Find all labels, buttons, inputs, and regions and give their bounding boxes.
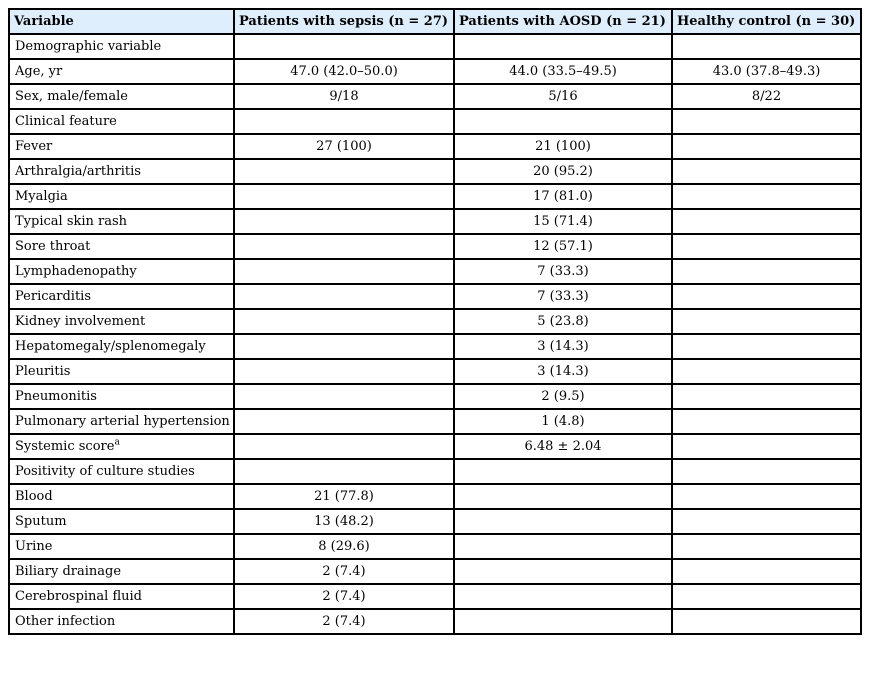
- variable-cell: [9, 409, 234, 434]
- sepsis-cell: [234, 459, 454, 484]
- sepsis-cell: [234, 109, 454, 134]
- sepsis-cell: [234, 34, 454, 59]
- variable-label: Myalgia: [15, 189, 68, 204]
- healthy-control-cell: 43.0 (37.8–49.3): [672, 59, 861, 84]
- variable-label: Blood: [15, 489, 53, 504]
- aosd-cell: 44.0 (33.5–49.5): [454, 59, 672, 84]
- variable-cell: [9, 434, 234, 459]
- table-row: [9, 184, 861, 209]
- table-row: [9, 409, 861, 434]
- header-aosd: Patients with AOSD (n = 21): [454, 9, 672, 34]
- healthy-control-cell: [672, 259, 861, 284]
- sepsis-cell: 21 (77.8): [234, 484, 454, 509]
- aosd-cell: 6.48 ± 2.04: [454, 434, 672, 459]
- aosd-cell: 21 (100): [454, 134, 672, 159]
- aosd-cell: [454, 109, 672, 134]
- sepsis-cell: [234, 284, 454, 309]
- sepsis-cell: [234, 159, 454, 184]
- sepsis-cell: [234, 409, 454, 434]
- healthy-control-cell: [672, 109, 861, 134]
- healthy-control-cell: [672, 34, 861, 59]
- aosd-cell: [454, 509, 672, 534]
- table-row: [9, 59, 861, 84]
- aosd-cell: 15 (71.4): [454, 209, 672, 234]
- healthy-control-cell: [672, 584, 861, 609]
- footnote-marker: a: [114, 437, 120, 448]
- healthy-control-cell: [672, 284, 861, 309]
- sepsis-cell: [234, 384, 454, 409]
- aosd-cell: 17 (81.0): [454, 184, 672, 209]
- variable-label: Demographic variable: [15, 39, 162, 54]
- healthy-control-cell: [672, 434, 861, 459]
- aosd-cell: 5 (23.8): [454, 309, 672, 334]
- sepsis-cell: [234, 184, 454, 209]
- healthy-control-cell: [672, 484, 861, 509]
- variable-cell: [9, 309, 234, 334]
- healthy-control-cell: [672, 234, 861, 259]
- variable-label: Kidney involvement: [15, 314, 146, 329]
- sepsis-cell: [234, 434, 454, 459]
- variable-label: Pneumonitis: [15, 389, 97, 404]
- aosd-cell: [454, 534, 672, 559]
- table-row: [9, 384, 861, 409]
- table-row: [9, 559, 861, 584]
- table-row: [9, 34, 861, 59]
- table-row: [9, 284, 861, 309]
- variable-label: Other infection: [15, 614, 116, 629]
- variable-cell: [9, 509, 234, 534]
- healthy-control-cell: [672, 384, 861, 409]
- variable-label: Lymphadenopathy: [15, 264, 137, 279]
- variable-label: Age, yr: [15, 64, 63, 79]
- table-body: [9, 34, 861, 634]
- healthy-control-cell: [672, 184, 861, 209]
- sepsis-cell: [234, 259, 454, 284]
- header-variable: Variable: [9, 9, 234, 34]
- table-row: [9, 159, 861, 184]
- table-row: [9, 84, 861, 109]
- variable-label: Positivity of culture studies: [15, 464, 195, 479]
- header-row: [9, 9, 861, 34]
- healthy-control-cell: [672, 359, 861, 384]
- sepsis-cell: 8 (29.6): [234, 534, 454, 559]
- healthy-control-cell: [672, 334, 861, 359]
- variable-label: Pulmonary arterial hypertension: [15, 414, 230, 429]
- variable-cell: [9, 534, 234, 559]
- variable-cell: [9, 284, 234, 309]
- header-sepsis: Patients with sepsis (n = 27): [234, 9, 454, 34]
- healthy-control-cell: [672, 209, 861, 234]
- aosd-cell: 7 (33.3): [454, 284, 672, 309]
- variable-label: Cerebrospinal fluid: [15, 589, 142, 604]
- sepsis-cell: 2 (7.4): [234, 609, 454, 634]
- healthy-control-cell: [672, 159, 861, 184]
- sepsis-cell: 9/18: [234, 84, 454, 109]
- aosd-cell: [454, 559, 672, 584]
- table-row: [9, 534, 861, 559]
- aosd-cell: [454, 459, 672, 484]
- table-row: [9, 484, 861, 509]
- variable-label: Clinical feature: [15, 114, 117, 129]
- variable-label: Typical skin rash: [15, 214, 128, 229]
- healthy-control-cell: [672, 509, 861, 534]
- variable-label: Biliary drainage: [15, 564, 122, 579]
- aosd-cell: 12 (57.1): [454, 234, 672, 259]
- table-row: [9, 134, 861, 159]
- variable-cell: [9, 484, 234, 509]
- sepsis-cell: 13 (48.2): [234, 509, 454, 534]
- variable-label: Sex, male/female: [15, 89, 128, 104]
- variable-label: Sputum: [15, 514, 67, 529]
- aosd-cell: 5/16: [454, 84, 672, 109]
- table-row: [9, 109, 861, 134]
- aosd-cell: 2 (9.5): [454, 384, 672, 409]
- healthy-control-cell: [672, 609, 861, 634]
- table-row: [9, 434, 861, 459]
- healthy-control-cell: [672, 459, 861, 484]
- variable-label: Urine: [15, 539, 53, 554]
- healthy-control-cell: [672, 559, 861, 584]
- variable-cell: [9, 159, 234, 184]
- sepsis-cell: [234, 209, 454, 234]
- variable-cell: [9, 384, 234, 409]
- variable-cell: [9, 609, 234, 634]
- healthy-control-cell: [672, 134, 861, 159]
- variable-cell: [9, 59, 234, 84]
- healthy-control-cell: [672, 309, 861, 334]
- sepsis-cell: [234, 359, 454, 384]
- sepsis-cell: 2 (7.4): [234, 584, 454, 609]
- variable-cell: [9, 359, 234, 384]
- table-row: [9, 209, 861, 234]
- sepsis-cell: [234, 309, 454, 334]
- variable-cell: [9, 209, 234, 234]
- table-row: [9, 334, 861, 359]
- variable-cell: [9, 234, 234, 259]
- healthy-control-cell: [672, 409, 861, 434]
- variable-label: Fever: [15, 139, 53, 154]
- healthy-control-cell: 8/22: [672, 84, 861, 109]
- variable-label: Arthralgia/arthritis: [15, 164, 141, 179]
- healthy-control-cell: [672, 534, 861, 559]
- variable-cell: [9, 134, 234, 159]
- aosd-cell: 20 (95.2): [454, 159, 672, 184]
- variable-cell: [9, 84, 234, 109]
- header-healthy-control: Healthy control (n = 30): [672, 9, 861, 34]
- aosd-cell: [454, 484, 672, 509]
- sepsis-cell: 47.0 (42.0–50.0): [234, 59, 454, 84]
- table-row: [9, 309, 861, 334]
- variable-cell: [9, 109, 234, 134]
- variable-cell: [9, 584, 234, 609]
- variable-label: Systemic score: [15, 439, 115, 454]
- variable-cell: [9, 34, 234, 59]
- aosd-cell: [454, 34, 672, 59]
- variable-cell: [9, 559, 234, 584]
- sepsis-cell: 27 (100): [234, 134, 454, 159]
- aosd-cell: [454, 584, 672, 609]
- table-row: [9, 259, 861, 284]
- sepsis-cell: 2 (7.4): [234, 559, 454, 584]
- variable-label: Pleuritis: [15, 364, 71, 379]
- aosd-cell: 3 (14.3): [454, 334, 672, 359]
- table-row: [9, 459, 861, 484]
- table-row: [9, 509, 861, 534]
- variable-label: Pericarditis: [15, 289, 92, 304]
- sepsis-cell: [234, 234, 454, 259]
- sepsis-cell: [234, 334, 454, 359]
- variable-cell: [9, 459, 234, 484]
- patient-characteristics-table: [8, 8, 862, 635]
- variable-cell: [9, 184, 234, 209]
- variable-cell: [9, 334, 234, 359]
- aosd-cell: 7 (33.3): [454, 259, 672, 284]
- table-row: [9, 359, 861, 384]
- aosd-cell: [454, 609, 672, 634]
- variable-cell: [9, 259, 234, 284]
- table-row: [9, 584, 861, 609]
- table-row: [9, 609, 861, 634]
- variable-label: Sore throat: [15, 239, 91, 254]
- aosd-cell: 3 (14.3): [454, 359, 672, 384]
- variable-label: Hepatomegaly/splenomegaly: [15, 339, 206, 354]
- aosd-cell: 1 (4.8): [454, 409, 672, 434]
- table-row: [9, 234, 861, 259]
